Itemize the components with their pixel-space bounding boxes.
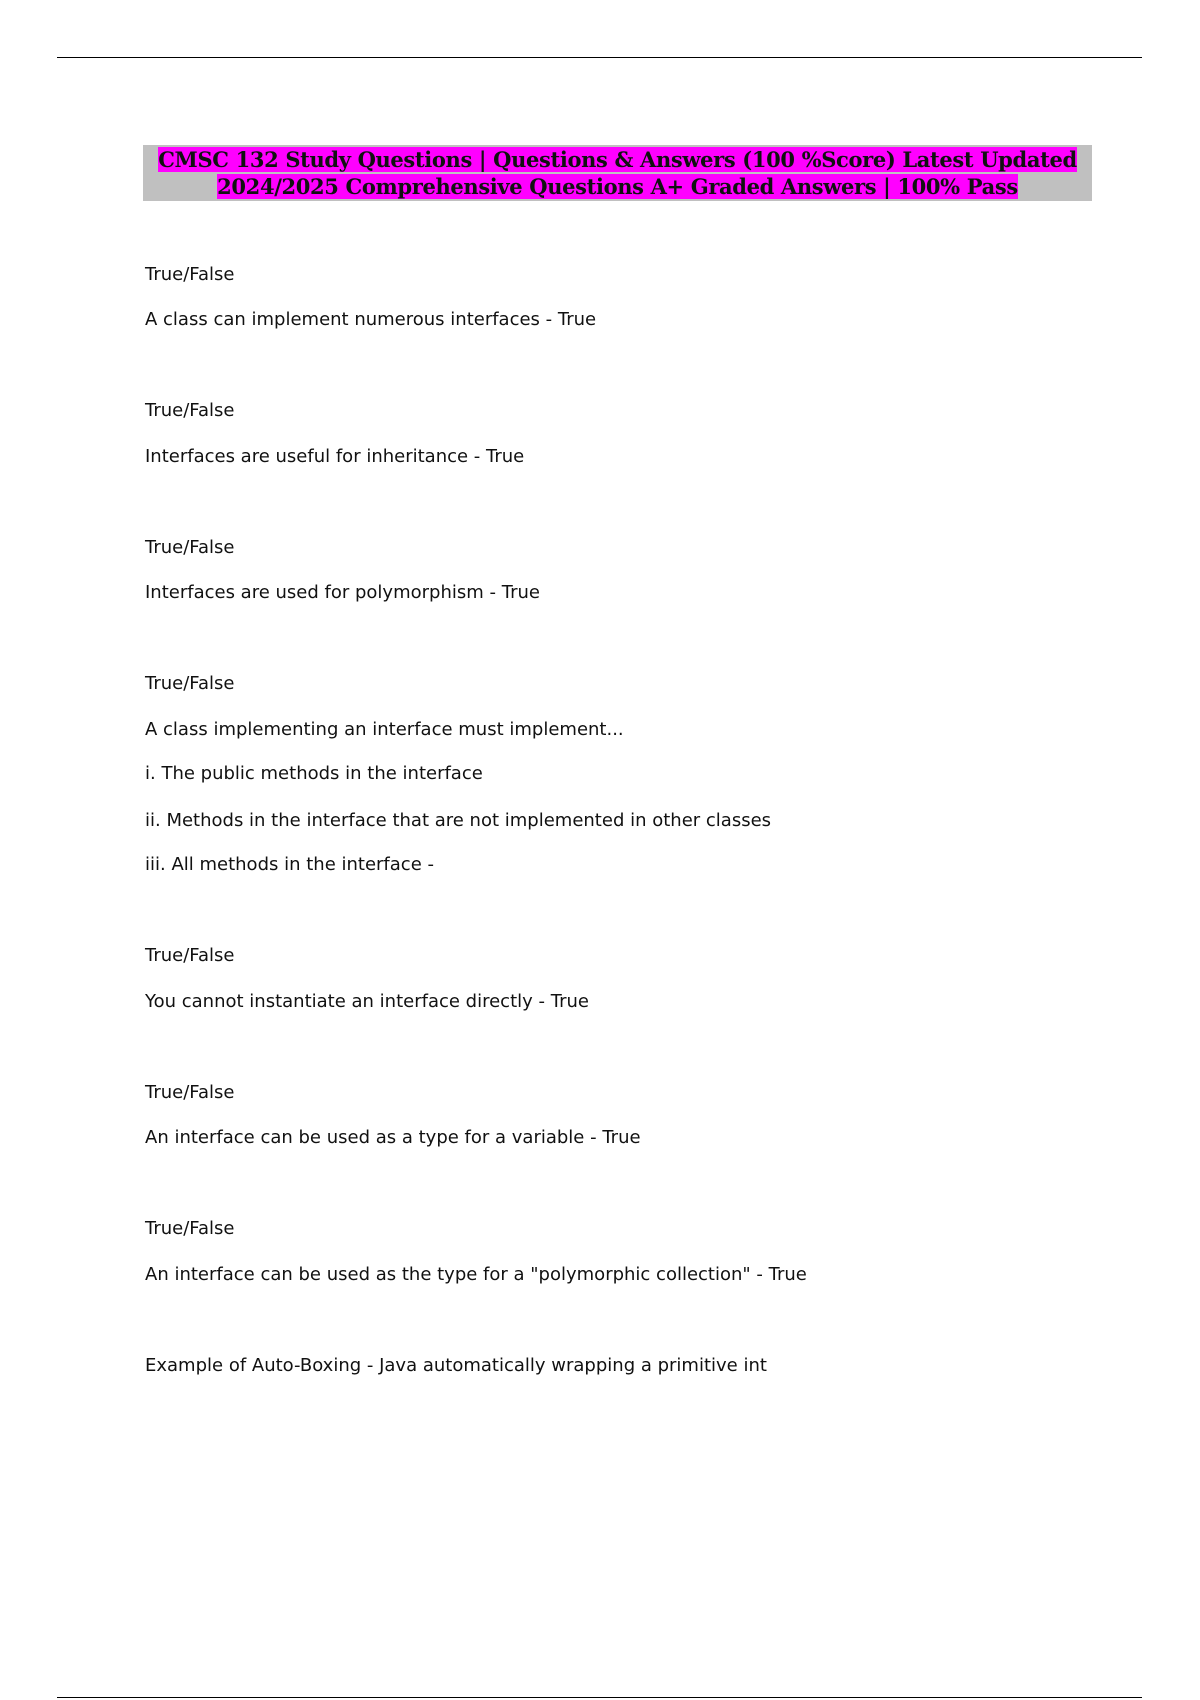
header-rule: [57, 57, 1142, 58]
title-line-2: 2024/2025 Comprehensive Questions A+ Graded Answers | 100% Pass: [217, 174, 1018, 199]
question-4-option-2: ii. Methods in the interface that are not implemented in other classes: [145, 810, 772, 831]
question-5-text: You cannot instantiate an interface directly - True: [145, 991, 589, 1012]
question-1-type: True/False: [145, 264, 235, 285]
question-2-type: True/False: [145, 400, 235, 421]
title-line-1: CMSC 132 Study Questions | Questions & Answers (100 %Score) Latest Updated: [158, 147, 1077, 172]
question-3-text: Interfaces are used for polymorphism - True: [145, 582, 540, 603]
footer-rule: [57, 1697, 1142, 1698]
question-1-text: A class can implement numerous interfaces - True: [145, 309, 597, 330]
question-7-type: True/False: [145, 1218, 235, 1239]
question-6-type: True/False: [145, 1082, 235, 1103]
question-4-option-3: iii. All methods in the interface -: [145, 854, 434, 875]
question-6-text: An interface can be used as a type for a variable - True: [145, 1127, 641, 1148]
question-3-type: True/False: [145, 537, 235, 558]
question-4-text: A class implementing an interface must implement...: [145, 719, 624, 740]
document-title: [143, 145, 1092, 201]
question-7-text: An interface can be used as the type for a "polymorphic collection" - True: [145, 1264, 807, 1285]
question-4-option-1: i. The public methods in the interface: [145, 763, 483, 784]
question-8-text: Example of Auto-Boxing - Java automatically wrapping a primitive int: [145, 1355, 767, 1376]
question-4-type: True/False: [145, 673, 235, 694]
question-2-text: Interfaces are useful for inheritance - True: [145, 446, 525, 467]
question-5-type: True/False: [145, 945, 235, 966]
